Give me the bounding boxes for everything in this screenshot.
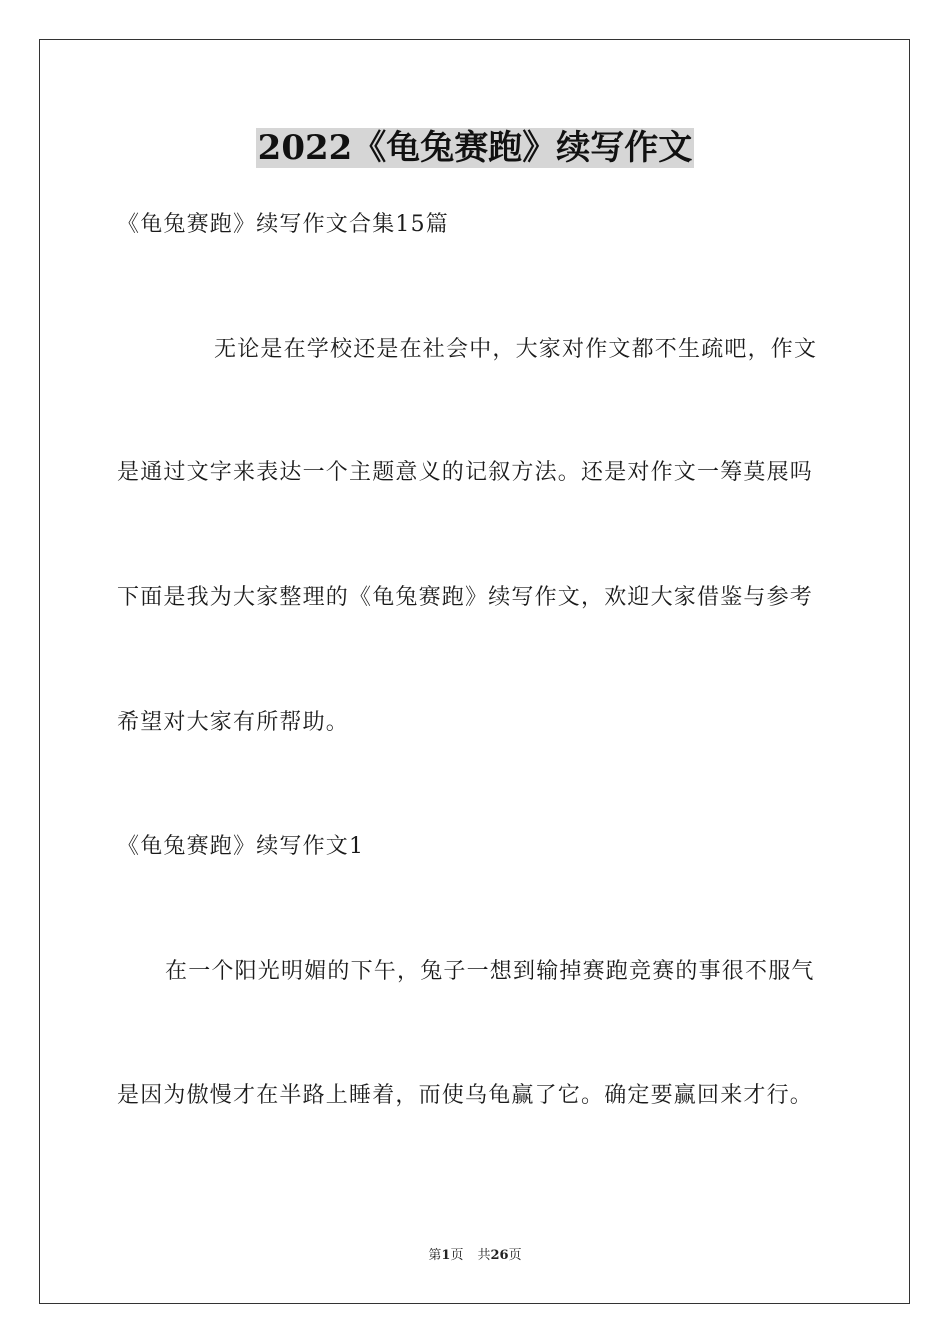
page-prefix: 第	[428, 1248, 442, 1263]
story-line-1: 在一个阳光明媚的下午，兔子一想到输掉赛跑竞赛的事很不服气	[165, 959, 815, 984]
total-suffix: 页	[508, 1248, 522, 1263]
section-heading: 《龟兔赛跑》续写作文1	[117, 834, 365, 859]
document-title: 2022《龟兔赛跑》续写作文	[257, 128, 693, 168]
page-current: 1	[441, 1248, 451, 1263]
title-container	[0, 128, 950, 168]
total-prefix: 共	[477, 1248, 491, 1263]
intro-line-3: 下面是我为大家整理的《龟兔赛跑》续写作文，欢迎大家借鉴与参考	[117, 585, 814, 610]
document-subtitle: 《龟兔赛跑》续写作文合集15篇	[117, 212, 449, 237]
page-footer	[0, 1247, 950, 1265]
page-suffix: 页	[450, 1248, 464, 1263]
intro-line-4: 希望对大家有所帮助。	[117, 710, 350, 735]
intro-line-1: 无论是在学校还是在社会中，大家对作文都不生疏吧，作文	[214, 337, 818, 362]
intro-line-2: 是通过文字来表达一个主题意义的记叙方法。还是对作文一筹莫展吗	[117, 460, 814, 485]
story-line-2: 是因为傲慢才在半路上睡着，而使乌龟赢了它。确定要赢回来才行。	[117, 1083, 814, 1108]
page-total: 26	[490, 1248, 509, 1263]
